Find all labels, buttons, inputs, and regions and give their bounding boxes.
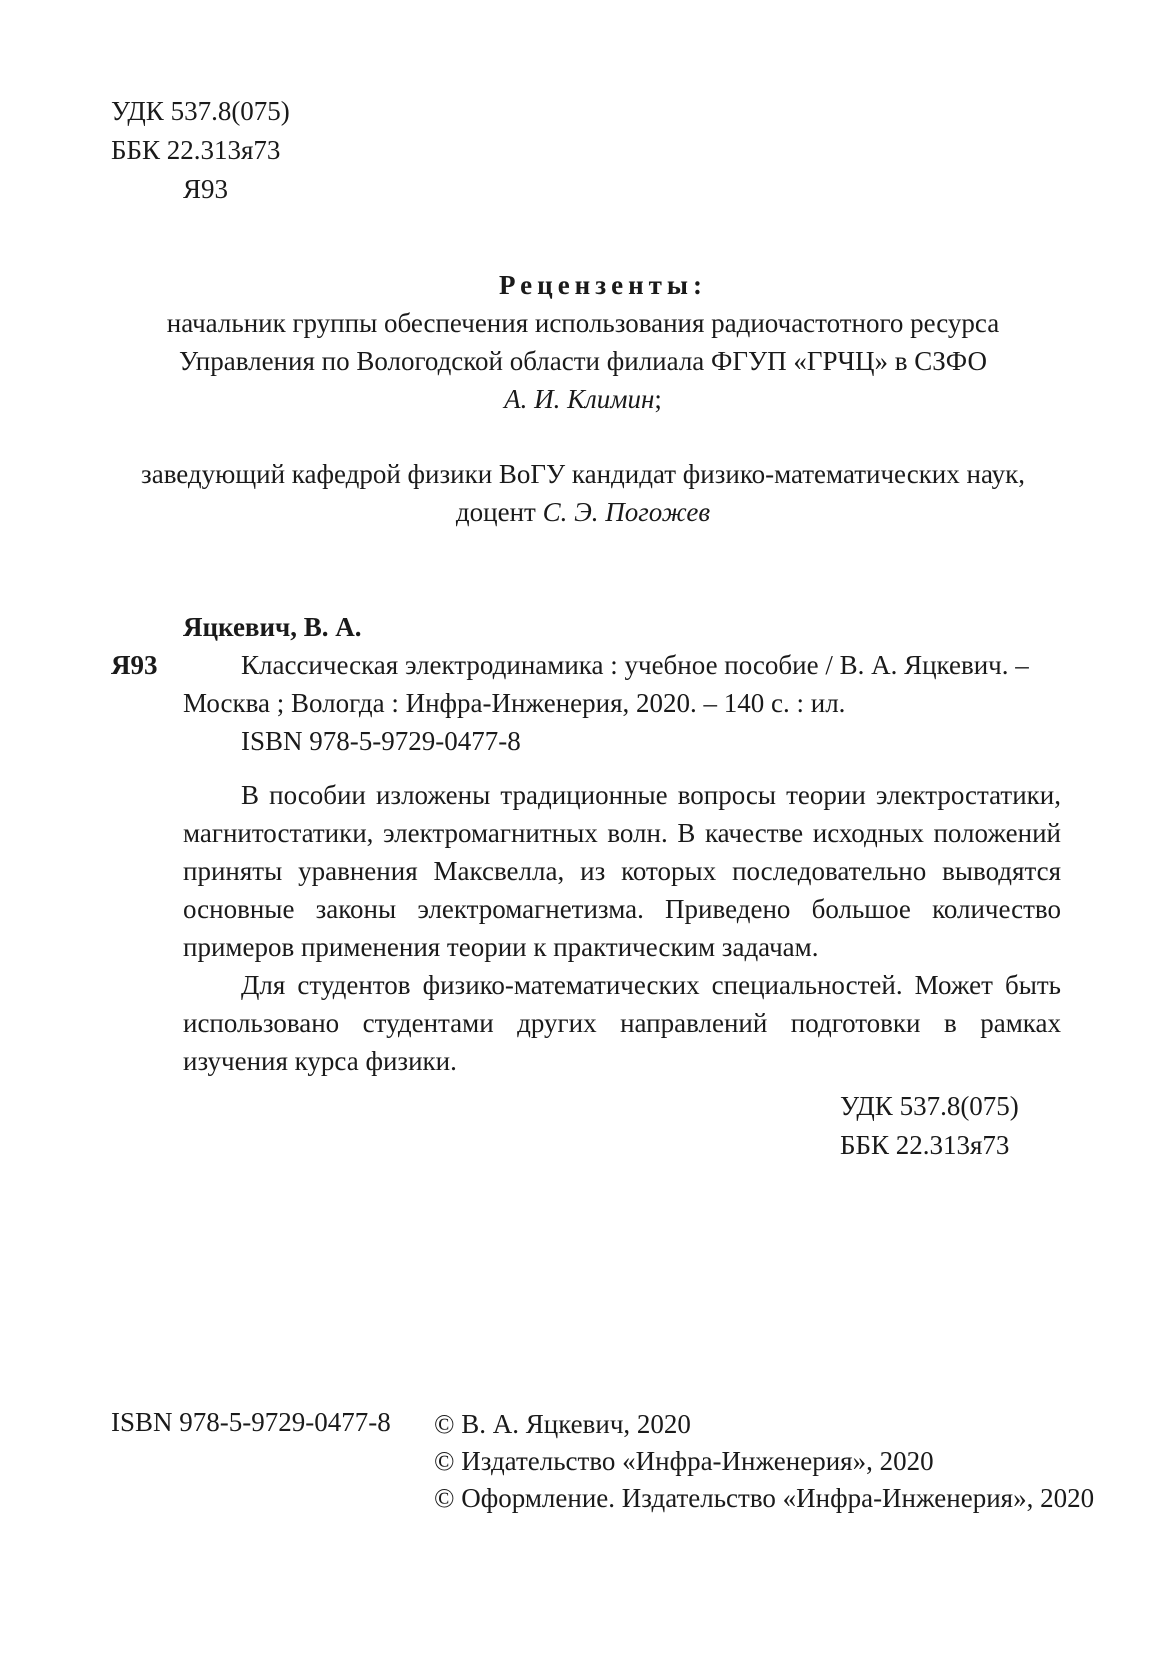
footer-isbn: ISBN 978-5-9729-0477-8	[111, 1407, 391, 1437]
reviewer2-name: С. Э. Погожев	[542, 497, 711, 527]
udk-code-bottom: УДК 537.8(075)	[840, 1091, 1019, 1121]
abstract	[183, 776, 1061, 1080]
reviewer1-name: А. И. Климин	[504, 384, 655, 414]
bbk-code-bottom: ББК 22.313я73	[840, 1130, 1010, 1160]
record-imprint-line: Москва ; Вологда : Инфра-Инженерия, 2020. – 140 с. : ил.	[183, 688, 846, 718]
reviewers-section	[0, 266, 1166, 531]
reviewer1-name-line	[0, 380, 1166, 418]
bibliographic-record	[111, 608, 1061, 760]
reviewers-heading: Рецензенты:	[499, 270, 707, 300]
record-isbn: ISBN 978-5-9729-0477-8	[241, 726, 521, 756]
copyright-block	[434, 1406, 1094, 1517]
author-sign-code: Я93	[183, 174, 229, 204]
copyright-design: © Оформление. Издательство «Инфра-Инженерия», 2020	[434, 1483, 1095, 1513]
reviewer2-title: доцент	[455, 497, 536, 527]
copyright-author: © В. А. Яцкевич, 2020	[434, 1409, 691, 1439]
bbk-code: ББК 22.313я73	[111, 135, 281, 165]
reviewer1-separator: ;	[654, 384, 662, 414]
reviewer2-name-line	[0, 493, 1166, 531]
record-author: Яцкевич, В. А.	[183, 612, 362, 642]
udk-code: УДК 537.8(075)	[111, 96, 290, 126]
abstract-paragraph-1: В пособии изложены традиционные вопросы теории электростатики, магнитостатики, электромагнитных волн. В качестве исходных положений приняты уравнения Максвелла, из которых последовательно выводятся основные законы электромагнетизма. Приведено большое количество примеров применения теории к практическим задачам.	[183, 780, 1061, 962]
reviewer1-position-line1: начальник группы обеспечения использования радиочастотного ресурса	[166, 308, 1000, 338]
reviewer2-position: заведующий кафедрой физики ВоГУ кандидат физико-математических наук,	[141, 459, 1025, 489]
reviewer1-position-line2: Управления по Вологодской области филиала ФГУП «ГРЧЦ» в СЗФО	[179, 346, 987, 376]
record-title-row	[111, 646, 1061, 684]
record-author-code: Я93	[111, 650, 158, 680]
udk-block-bottom	[840, 1087, 1019, 1165]
abstract-paragraph-2: Для студентов физико-математических специальностей. Может быть использовано студентами других направлений подготовки в рамках изучения курса физики.	[183, 970, 1061, 1076]
udk-block-top	[111, 92, 290, 209]
record-title-line: Классическая электродинамика : учебное пособие / В. А. Яцкевич. –	[241, 650, 1029, 680]
copyright-publisher: © Издательство «Инфра-Инженерия», 2020	[434, 1446, 934, 1476]
